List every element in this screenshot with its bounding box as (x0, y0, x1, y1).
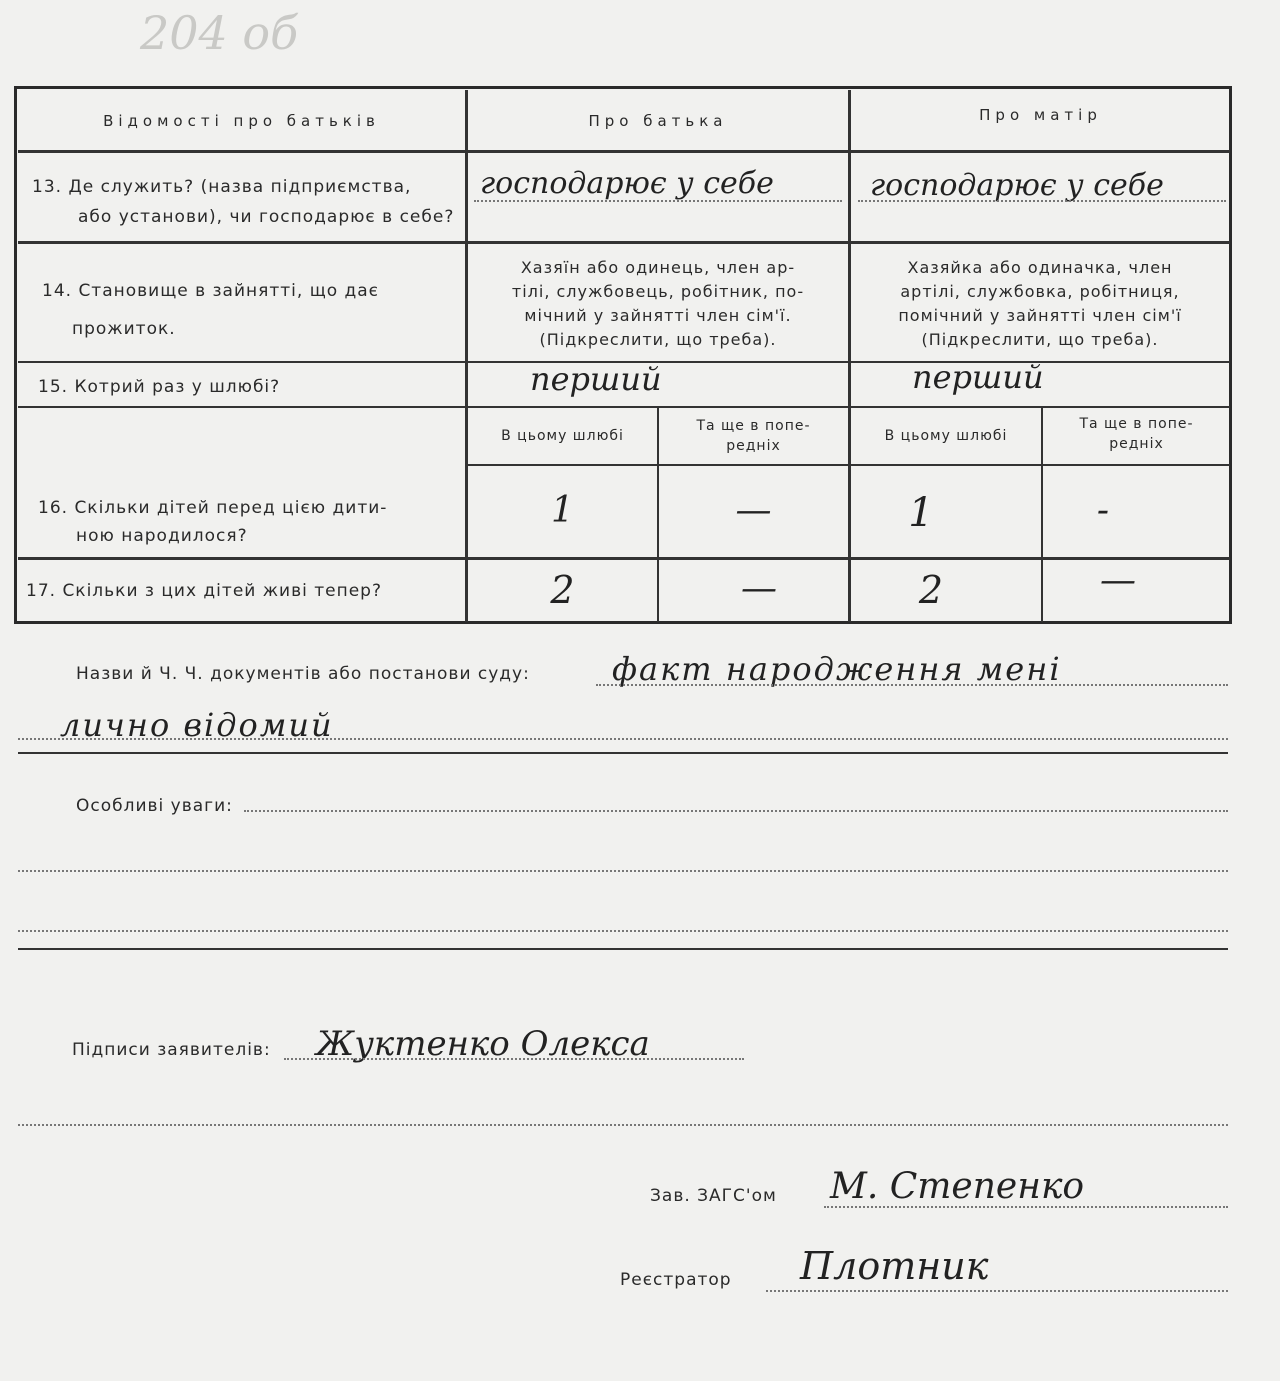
father-status-options: Хазяїн або одинець, член ар- тілі, службовець, робітник, по- мічний у зайнятті член сім'ї. (Підкреслити, що треба). (511, 258, 805, 349)
header-father: Про батька (588, 112, 728, 130)
question-16: 16. Скільки дітей перед цією дити- ною народилося? (38, 498, 388, 546)
father-children-alive-previous: — (741, 568, 777, 609)
mother-status-options: Хазяйка або одиначка, член артілі, службовка, робітниця, помічний у зайнятті член сім'ї (Підкреслити, що треба). (898, 258, 1182, 349)
header-mother: Про матір (979, 106, 1102, 124)
question-13: 13. Де служить? (назва підприємства, або установи), чи господарює в себе? (32, 177, 455, 227)
head-of-registry-signature: М. Степенко (830, 1166, 1085, 1207)
subheader-mother-previous: Та ще в попе- редніх (1079, 416, 1194, 452)
header-parents-info: Відомості про батьків (103, 112, 380, 130)
question-15: 15. Котрий раз у шлюбі? (38, 377, 281, 397)
registrar-label: Реєстратор (620, 1270, 732, 1290)
mother-occupation: господарює у себе (870, 168, 1164, 203)
head-of-registry-label: Зав. ЗАГС'ом (650, 1186, 777, 1206)
applicants-signature-label: Підписи заявителів: (72, 1040, 271, 1060)
subheader-father-previous: Та ще в попе- редніх (696, 418, 811, 454)
mother-marriage-number: перший (912, 358, 1044, 396)
archive-mark: 204 об (140, 6, 299, 60)
documents-value-line1: факт народження мені (612, 650, 1062, 688)
documents-value-line2: лично відомий (60, 706, 334, 744)
question-14: 14. Становище в зайнятті, що дає прожиток. (42, 281, 380, 339)
documents-label: Назви й Ч. Ч. документів або постанови суду: (76, 664, 530, 684)
applicants-signature: Жуктенко Олекса (316, 1024, 650, 1064)
question-17: 17. Скільки з цих дітей живі тепер? (26, 581, 382, 601)
father-marriage-number: перший (530, 360, 662, 398)
mother-children-born-this: 1 (908, 490, 934, 536)
father-occupation: господарює у себе (480, 166, 774, 201)
subheader-father-this-marriage: В цьому шлюбі (501, 428, 624, 444)
subheader-mother-this-marriage: В цьому шлюбі (884, 428, 1008, 444)
remarks-label: Особливі уваги: (76, 796, 233, 816)
mother-children-alive-previous: — (1100, 560, 1136, 601)
mother-children-born-previous: - (1096, 490, 1110, 531)
father-children-born-previous: — (735, 490, 772, 531)
father-children-born-this: 1 (551, 490, 574, 531)
father-children-alive-this: 2 (550, 568, 575, 612)
registrar-signature: Плотник (800, 1244, 989, 1288)
mother-children-alive-this: 2 (918, 568, 944, 612)
